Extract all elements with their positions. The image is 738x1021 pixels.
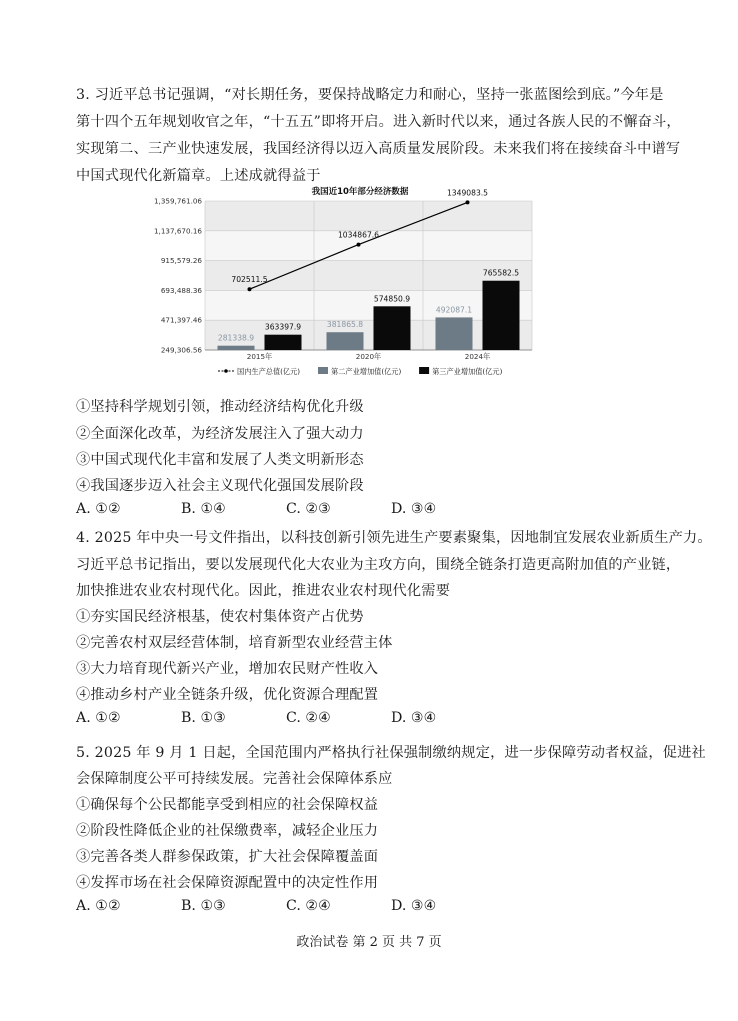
q3-option-c[interactable]: C. ②③: [286, 501, 331, 517]
q4-option-d[interactable]: D. ③④: [391, 710, 437, 726]
bar-data-label: 281338.9: [217, 333, 255, 343]
q3-options: [76, 501, 496, 517]
gdp-data-label: 1349083.5: [446, 188, 489, 198]
bar-data-label: 765582.5: [482, 268, 520, 278]
y-tick-label: 1,137,670.16: [153, 226, 202, 236]
q3-statement-4: ④我国逐步迈入社会主义现代化强国发展阶段: [76, 478, 364, 494]
q4-option-a[interactable]: A. ①②: [76, 710, 121, 726]
bar-data-label: 381865.8: [326, 320, 364, 330]
q5-statement-3: ③完善各类人群参保政策，扩大社会保障覆盖面: [76, 849, 379, 865]
q3-stem-line-4: 中国式现代化新篇章。上述成就得益于: [76, 168, 321, 184]
bar-data-label: 574850.9: [373, 294, 411, 304]
q4-statement-3: ③大力培育现代新兴产业，增加农民财产性收入: [76, 661, 379, 677]
bar-tertiary-0: [265, 335, 302, 350]
legend-swatch-dot: [224, 369, 228, 373]
x-tick-label: 2020年: [355, 352, 382, 361]
y-tick-label: 249,306.56: [160, 345, 202, 355]
bar-tertiary-2: [483, 281, 520, 350]
x-tick-label: 2015年: [246, 352, 273, 361]
gdp-data-label: 702511.5: [231, 275, 268, 285]
q4-option-b[interactable]: B. ①③: [181, 710, 226, 726]
gdp-point-0: [248, 287, 252, 291]
y-tick-label: 915,579.26: [160, 256, 202, 266]
q3-statement-1: ①坚持科学规划引领，推动经济结构优化升级: [76, 399, 364, 415]
q5-statement-1: ①确保每个公民都能享受到相应的社会保障权益: [76, 797, 379, 813]
bar-tertiary-1: [374, 306, 411, 350]
economic-data-chart: [140, 184, 540, 384]
legend-label: 第三产业增加值(亿元): [432, 367, 503, 376]
q4-stem-line-1: 4. 2025 年中央一号文件指出，以科技创新引领先进生产要素聚集，因地制宜发展农业新质生产力。: [76, 530, 712, 546]
page-footer: 政治试卷 第 2 页 共 7 页: [296, 935, 442, 950]
legend-label: 第二产业增加值(亿元): [331, 367, 402, 376]
q3-stem-line-2: 第十四个五年规划收官之年，“十五五”即将开启。进入新时代以来，通过各族人民的不懈奋斗，: [76, 114, 681, 130]
y-tick-label: 693,488.36: [160, 285, 202, 295]
q5-stem-line-2: 会保障制度公平可持续发展。完善社会保障体系应: [76, 771, 393, 787]
q5-statement-4: ④发挥市场在社会保障资源配置中的决定性作用: [76, 875, 379, 891]
bar-secondary-1: [327, 332, 364, 350]
chart-legend: [218, 367, 503, 376]
x-tick-label: 2024年: [464, 352, 491, 361]
q4-options: [76, 710, 496, 726]
q4-stem-line-2: 习近平总书记指出，要以发展现代化大农业为主攻方向，围绕全链条打造更高附加值的产业链，: [76, 557, 681, 573]
bar-data-label: 363397.9: [264, 322, 302, 332]
bar-data-label: 492087.1: [435, 305, 473, 315]
y-tick-label: 1,359,761.06: [153, 196, 202, 206]
q4-stem-line-3: 加快推进农业农村现代化。因此，推进农业农村现代化需要: [76, 583, 451, 599]
bar-secondary-0: [218, 346, 255, 350]
gdp-data-label: 1034867.6: [337, 230, 380, 240]
q3-stem-line-1: 3. 习近平总书记强调，“对长期任务，要保持战略定力和耐心，坚持一张蓝图绘到底。”今年是: [76, 87, 664, 103]
q5-stem-line-1: 5. 2025 年 9 月 1 日起，全国范围内严格执行社保强制缴纳规定，进一步保障劳动者权益，促进社: [76, 745, 706, 761]
q4-statement-1: ①夯实国民经济根基，使农村集体资产占优势: [76, 609, 364, 625]
q5-option-c[interactable]: C. ②④: [286, 898, 331, 914]
q4-statement-2: ②完善农村双层经营体制，培育新型农业经营主体: [76, 635, 393, 651]
q5-option-d[interactable]: D. ③④: [391, 898, 437, 914]
q4-option-c[interactable]: C. ②④: [286, 710, 331, 726]
y-tick-label: 471,397.46: [160, 315, 202, 325]
q3-statement-2: ②全面深化改革，为经济发展注入了强大动力: [76, 426, 364, 442]
gdp-point-1: [357, 243, 361, 247]
q3-stem-line-3: 实现第二、三产业快速发展，我国经济得以迈入高质量发展阶段。未来我们将在接续奋斗中谱写: [76, 141, 681, 157]
q3-option-b[interactable]: B. ①④: [181, 501, 226, 517]
legend-swatch: [419, 367, 429, 374]
legend-label: 国内生产总值(亿元): [237, 367, 301, 376]
q5-option-b[interactable]: B. ①③: [181, 898, 226, 914]
q5-option-a[interactable]: A. ①②: [76, 898, 121, 914]
q3-statement-3: ③中国式现代化丰富和发展了人类文明新形态: [76, 452, 364, 468]
q5-options: [76, 898, 496, 914]
legend-swatch: [318, 367, 328, 374]
gdp-point-2: [466, 200, 470, 204]
chart-title: 我国近10年部分经济数据: [311, 187, 409, 197]
q3-option-d[interactable]: D. ③④: [391, 501, 437, 517]
q3-option-a[interactable]: A. ①②: [76, 501, 121, 517]
bar-secondary-2: [436, 317, 473, 350]
grid-band: [205, 201, 532, 231]
q5-statement-2: ②阶段性降低企业的社保缴费率，减轻企业压力: [76, 823, 379, 839]
q4-statement-4: ④推动乡村产业全链条升级，优化资源合理配置: [76, 687, 379, 703]
